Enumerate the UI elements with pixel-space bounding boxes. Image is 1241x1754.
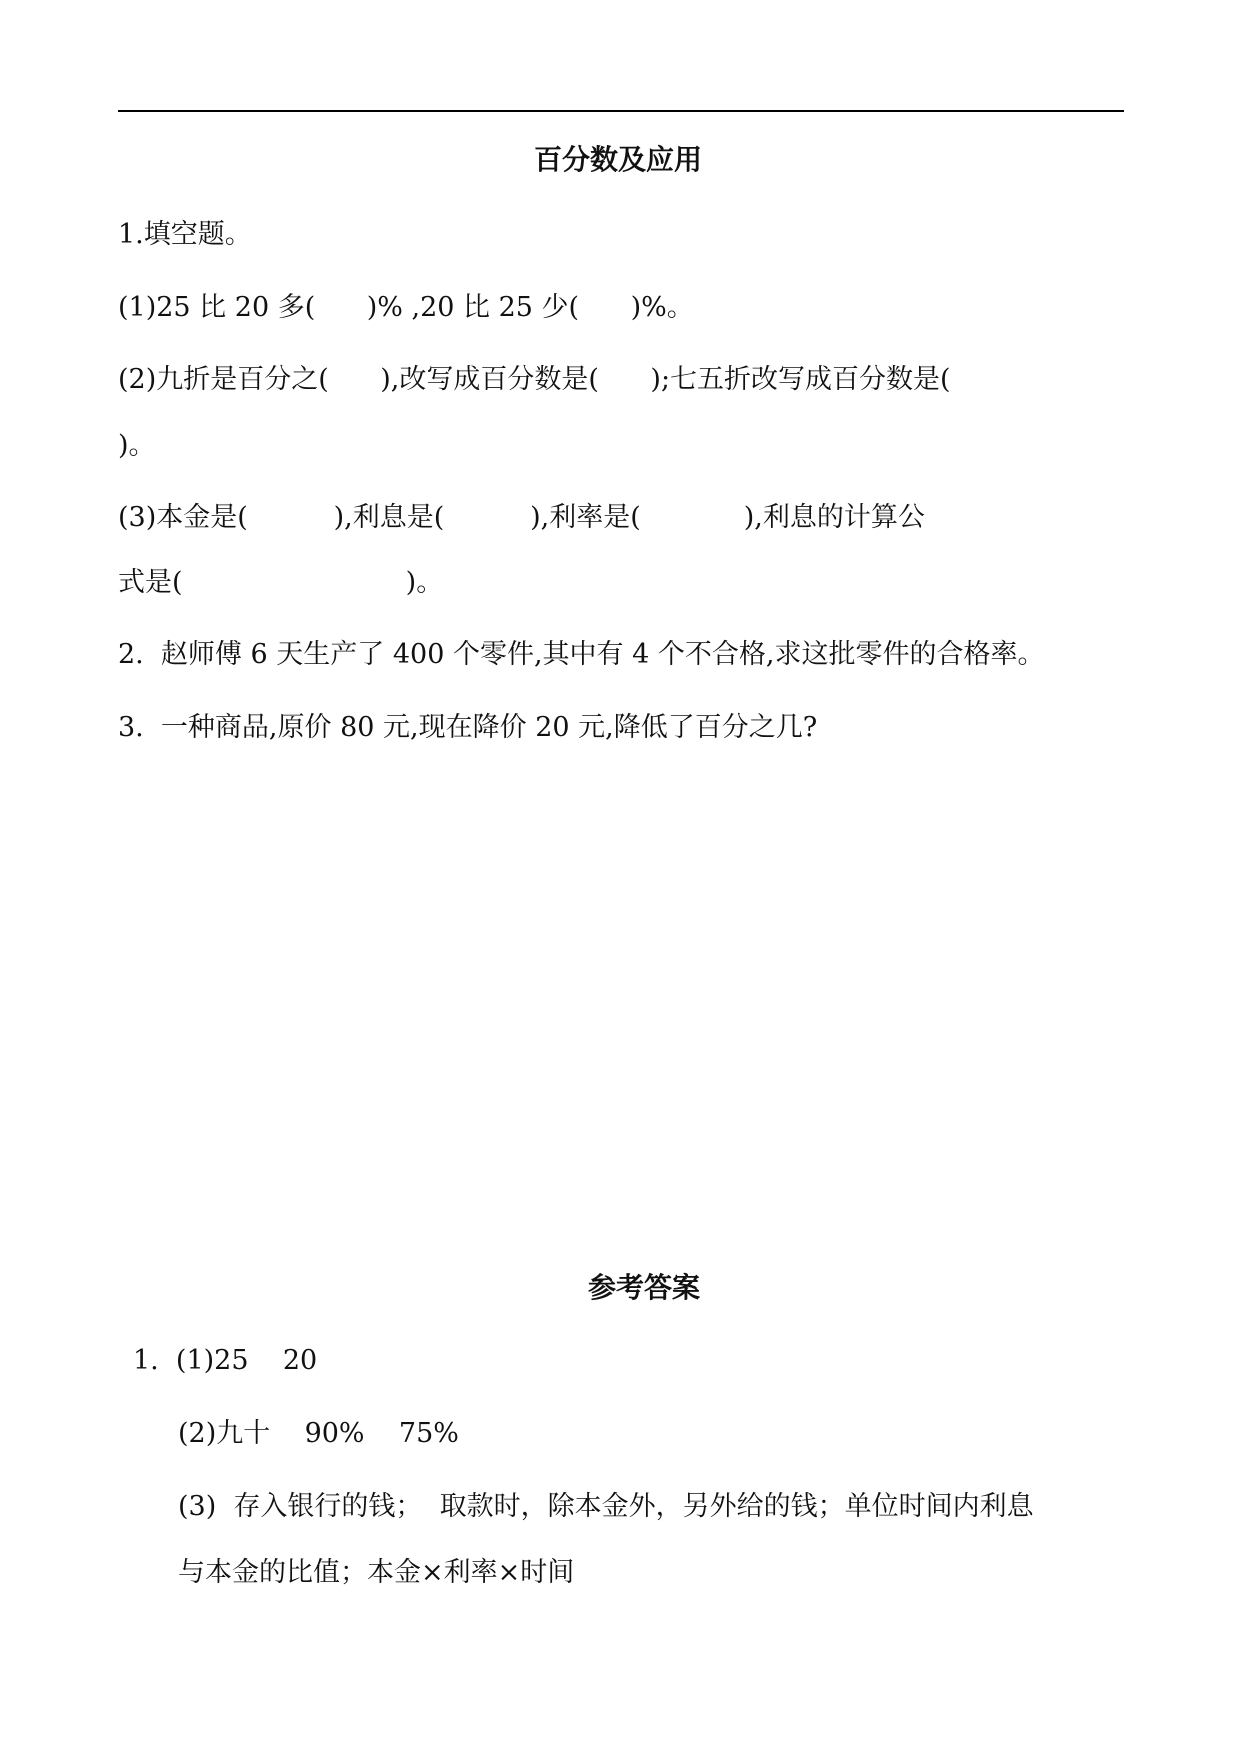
question-1-part-2-line-1: (2)九折是百分之( ),改写成百分数是( );七五折改写成百分数是( — [118, 364, 951, 395]
page-title: 百分数及应用 — [534, 143, 703, 176]
question-1-heading: 1.填空题。 — [118, 219, 252, 250]
answers-heading: 参考答案 — [588, 1271, 701, 1304]
question-1-part-1: (1)25 比 20 多( )% ,20 比 25 少( )%。 — [118, 292, 694, 323]
question-1-part-3-line-2: 式是( )。 — [118, 567, 444, 598]
answer-1-part-3-line-1: (3) 存入银行的钱； 取款时，除本金外，另外给的钱；单位时间内利息 — [178, 1491, 1034, 1522]
answer-1-part-1: 1. (1)25 20 — [133, 1345, 318, 1376]
answer-1-part-3-line-2: 与本金的比值；本金×利率×时间 — [178, 1557, 575, 1588]
question-2: 2. 赵师傅 6 天生产了 400 个零件,其中有 4 个不合格,求这批零件的合格率。 — [118, 639, 1045, 670]
answer-1-part-2: (2)九十 90% 75% — [178, 1418, 459, 1449]
top-rule — [118, 110, 1124, 112]
question-1-part-3-line-1: (3)本金是( ),利息是( ),利率是( ),利息的计算公 — [118, 502, 925, 533]
question-1-part-2-line-2: )。 — [118, 430, 156, 461]
question-3: 3. 一种商品,原价 80 元,现在降价 20 元,降低了百分之几? — [118, 712, 818, 743]
